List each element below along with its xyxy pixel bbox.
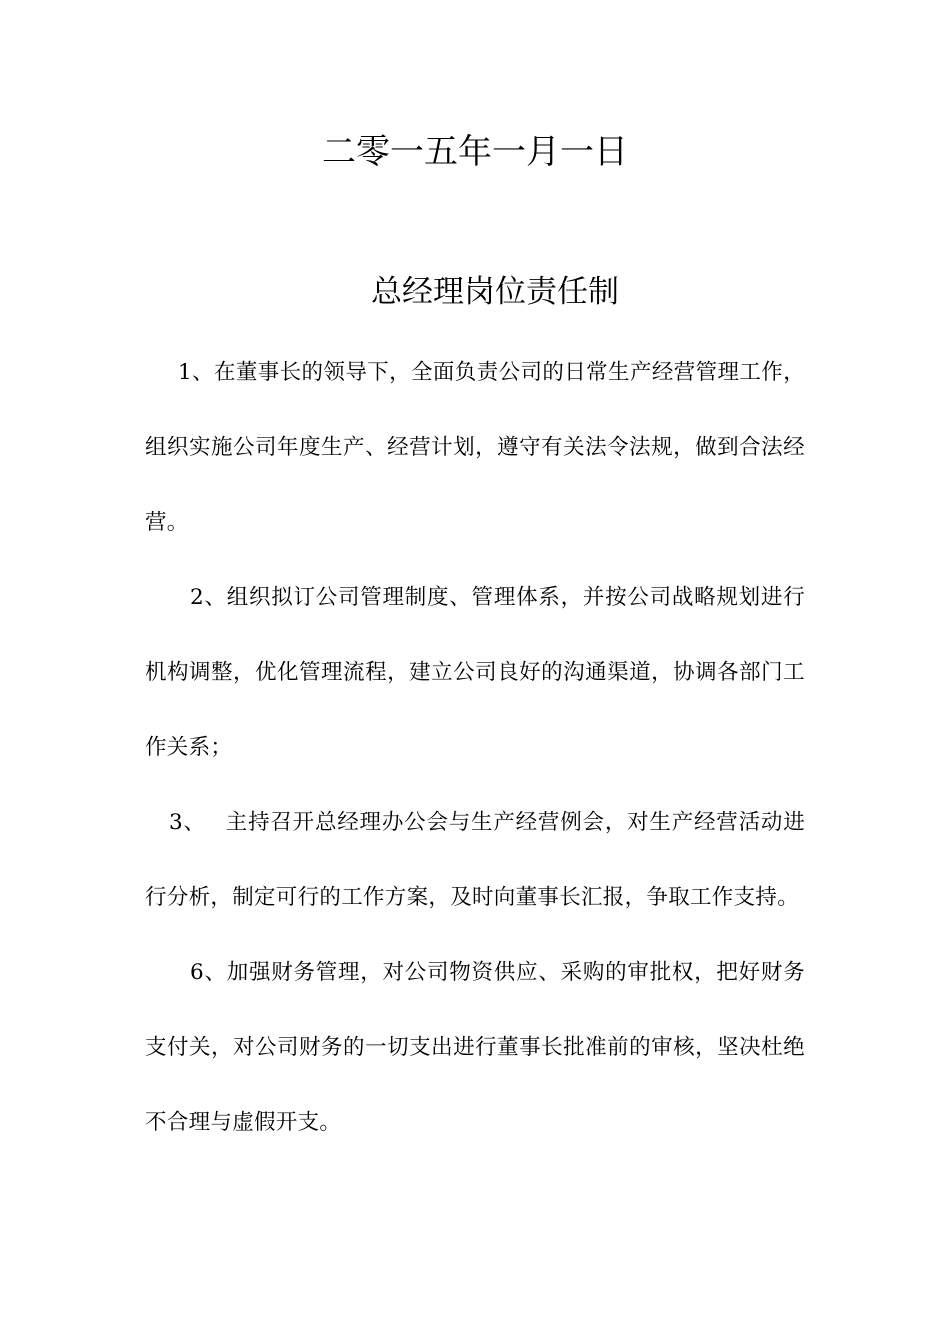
paragraph-number: 3、 xyxy=(169,810,206,835)
document-body xyxy=(145,335,805,1160)
paragraph-2 xyxy=(145,560,805,785)
paragraph-6 xyxy=(145,935,805,1160)
paragraph-number: 6、 xyxy=(190,960,227,985)
document-title: 总经理岗位责任制 xyxy=(371,274,619,310)
paragraph-1 xyxy=(145,335,805,560)
paragraph-text: 组织拟订公司管理制度、管理体系，并按公司战略规划进行机构调整，优化管理流程，建立公司良好的沟通渠道，协调各部门工作关系； xyxy=(145,585,805,760)
paragraph-text: 在董事长的领导下，全面负责公司的日常生产经营管理工作，组织实施公司年度生产、经营计划，遵守有关法令法规，做到合法经营。 xyxy=(145,360,805,535)
paragraph-text: 加强财务管理，对公司物资供应、采购的审批权，把好财务支付关，对公司财务的一切支出进行董事长批准前的审核，坚决杜绝不合理与虚假开支。 xyxy=(145,960,805,1135)
paragraph-number: 1、 xyxy=(178,360,214,385)
paragraph-3 xyxy=(145,785,805,935)
paragraph-number: 2、 xyxy=(190,585,227,610)
paragraph-text: 主持召开总经理办公会与生产经营例会，对生产经营活动进行分析，制定可行的工作方案，及时向董事长汇报，争取工作支持。 xyxy=(145,810,805,910)
date-heading: 二零一五年一月一日 xyxy=(322,132,628,172)
